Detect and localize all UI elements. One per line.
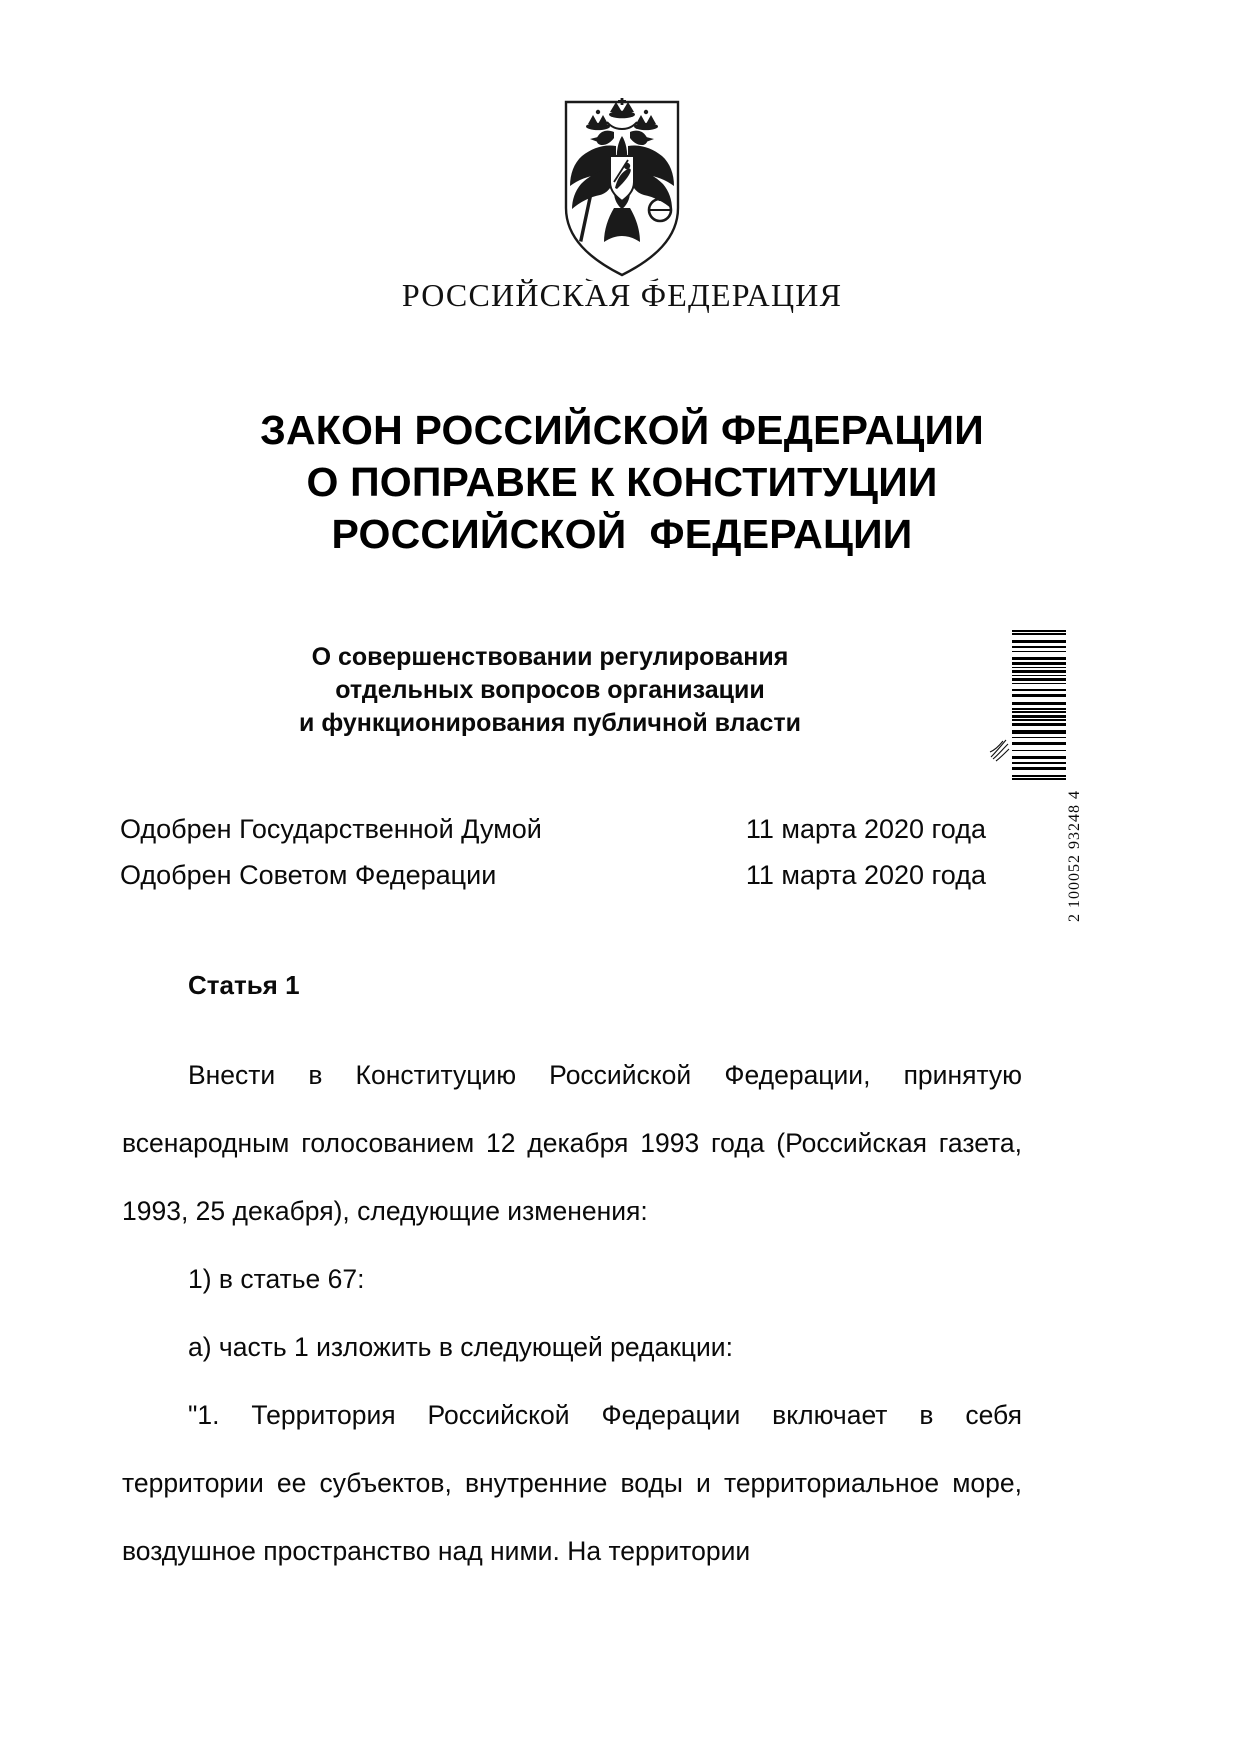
body-paragraph: 1) в статье 67: — [188, 1264, 365, 1294]
page-title — [0, 404, 1244, 560]
country-name: РОССИЙСКАЯ ФЕДЕРАЦИЯ — [401, 277, 843, 313]
page-title-line-1: ЗАКОН РОССИЙСКОЙ ФЕДЕРАЦИИ — [260, 407, 984, 453]
barcode-digits: 2 100052 93248 4 — [1066, 790, 1083, 922]
approval-label: Одобрен Государственной Думой — [120, 814, 542, 844]
body-paragraph: Внести в Конституцию Российской Федерации, принятую всенародным голосованием 12 декабря 1993 года (Российская газета, 1993, 25 декабря), следующие изменения: — [122, 1060, 1022, 1226]
approval-date: 11 марта 2020 года — [745, 814, 986, 844]
handwritten-mark-icon — [988, 735, 1014, 763]
approval-row — [120, 852, 986, 898]
coat-of-arms-container — [0, 96, 1244, 281]
page-title-line-3: РОССИЙСКОЙ ФЕДЕРАЦИИ — [331, 511, 913, 557]
body-paragraph: а) часть 1 изложить в следующей редакции: — [188, 1332, 733, 1362]
article-heading: Статья 1 — [188, 970, 300, 1000]
approval-row — [120, 806, 986, 852]
document-body — [122, 970, 1022, 1585]
document-subtitle-line-2: отдельных вопросов организации — [335, 676, 765, 704]
page-title-line-2: О ПОПРАВКЕ К КОНСТИТУЦИИ — [306, 459, 938, 505]
body-paragraph: "1. Территория Российской Федерации включает в себя территории ее субъектов, внутренние воды и территориальное море, воздушное пространство над ними. На территории — [122, 1400, 1022, 1566]
coat-of-arms-of-russia-icon — [548, 96, 696, 281]
approval-label: Одобрен Советом Федерации — [120, 860, 497, 890]
approval-date: 11 марта 2020 года — [745, 860, 986, 890]
document-subtitle-line-1: О совершенствовании регулирования — [311, 643, 789, 671]
approval-block — [120, 806, 986, 898]
document-subtitle-line-3: и функционирования публичной власти — [299, 709, 801, 737]
document-subtitle — [157, 641, 943, 740]
